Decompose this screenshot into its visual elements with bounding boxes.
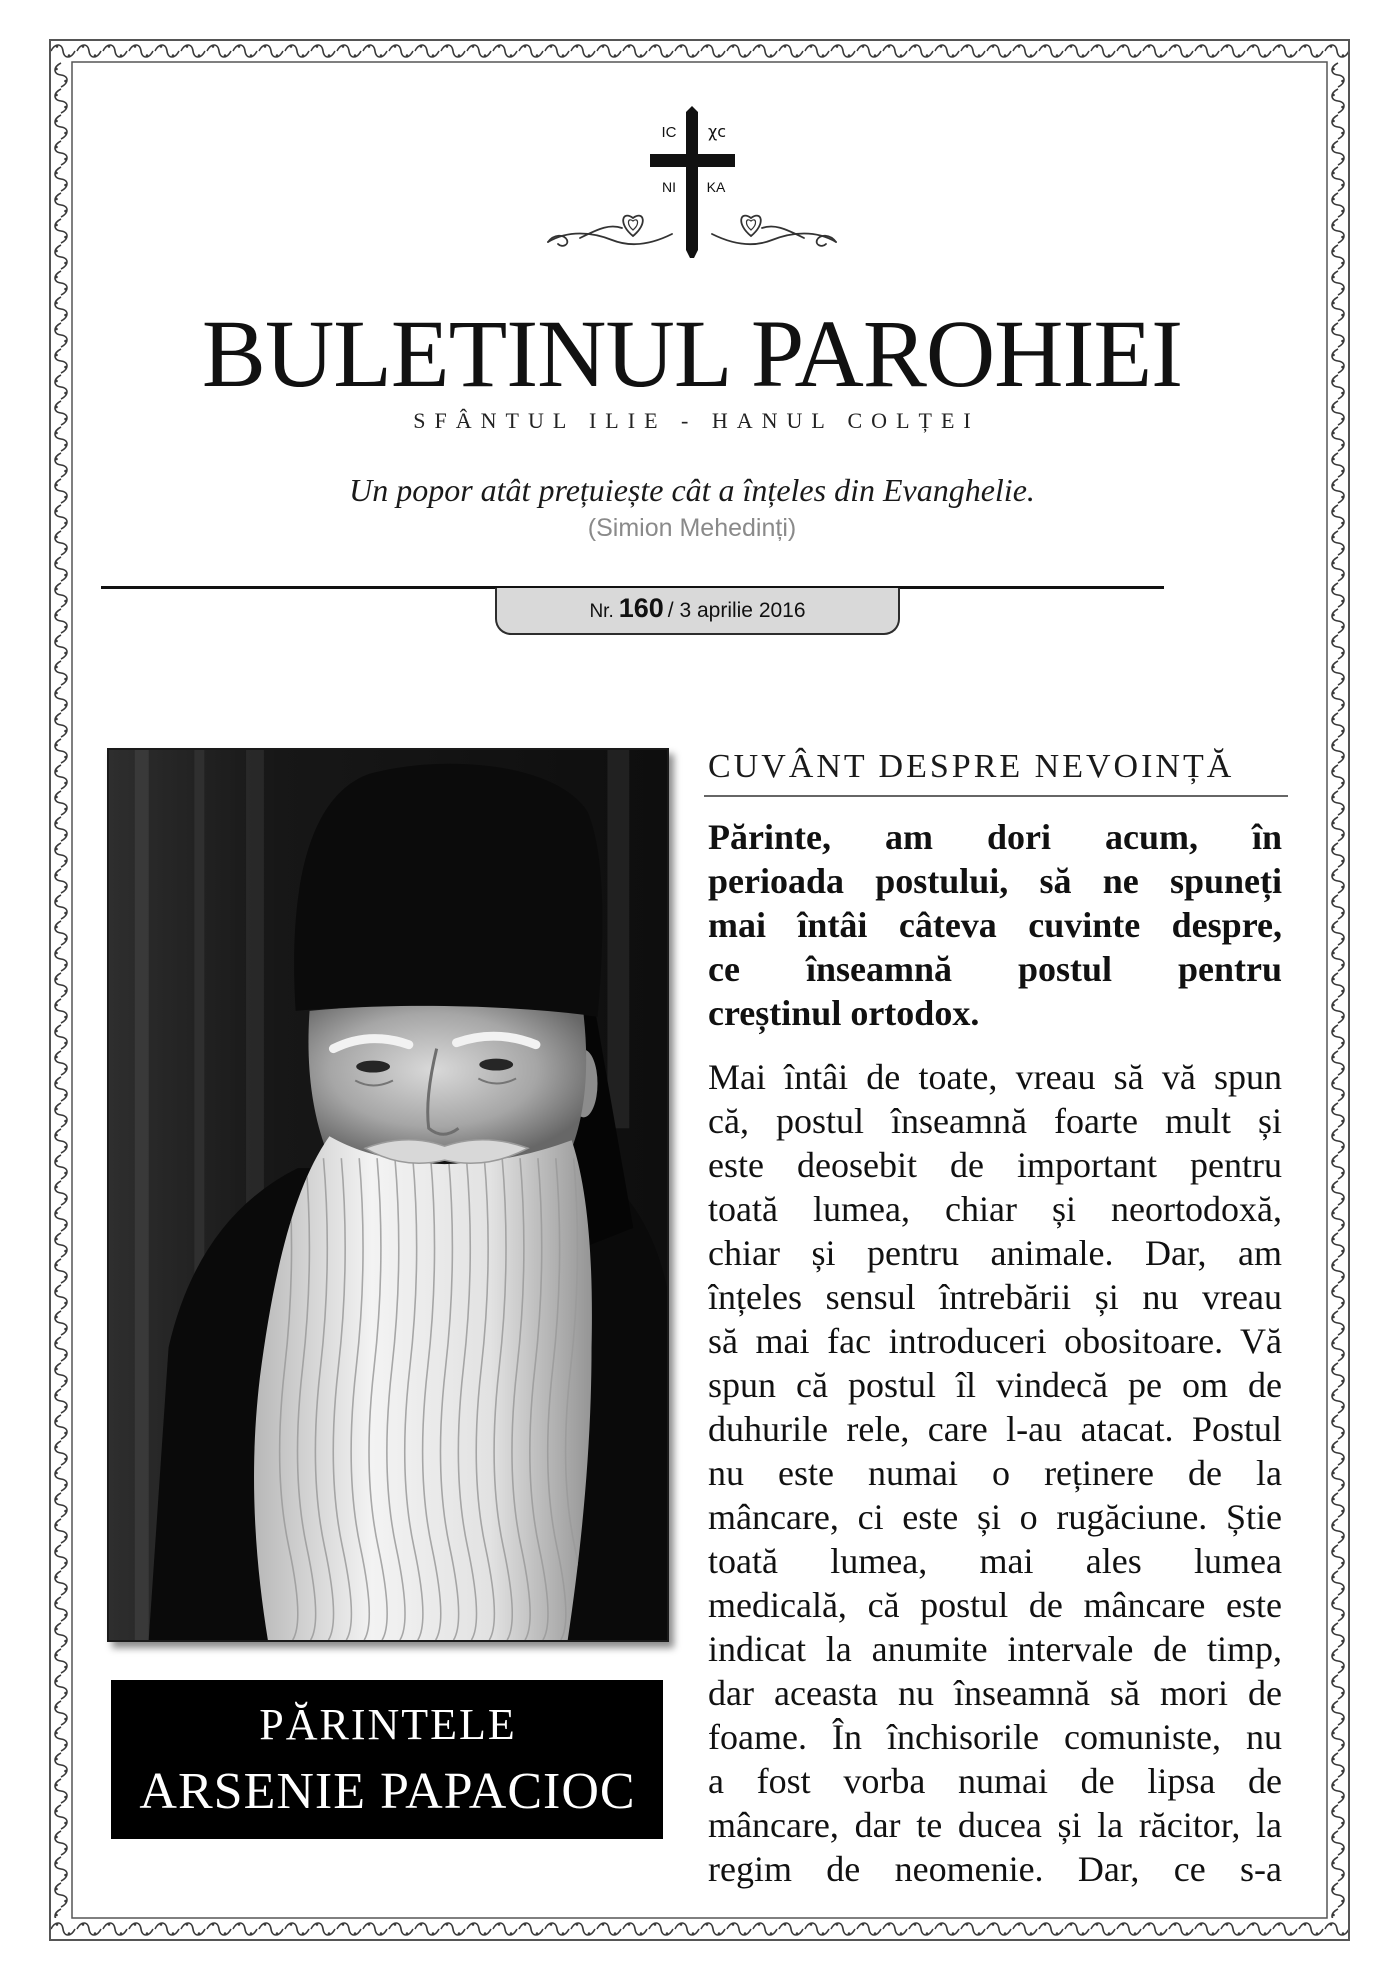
answer-line: că, postul înseamnă foarte mult și xyxy=(708,1101,1282,1141)
article-heading-underline xyxy=(704,795,1288,797)
caption-name: ARSENIE PAPACIOC xyxy=(139,1763,636,1820)
answer-line: regim de neomenie. Dar, ce s-a xyxy=(708,1849,1282,1889)
answer-line: foame. În închisorile comuniste, nu xyxy=(708,1717,1282,1757)
portrait-photo xyxy=(107,748,669,1642)
answer-line: medicală, că postul de mâncare este xyxy=(708,1585,1282,1625)
question-line: ce înseamnă postul pentru xyxy=(708,949,1282,989)
emblem-letters-ni: NI xyxy=(662,179,676,195)
answer-line: indicat la anumite intervale de timp, xyxy=(708,1629,1282,1669)
issue-badge xyxy=(495,588,900,635)
answer-line: duhurile rele, care l-au atacat. Postul xyxy=(708,1409,1282,1449)
left-heart-flourish-icon xyxy=(548,216,672,246)
issue-date: / 3 aprilie 2016 xyxy=(667,599,806,622)
answer-line: să mai fac introduceri obositoare. Vă xyxy=(708,1321,1282,1361)
answer-line: mâncare, ci este și o rugăciune. Știe xyxy=(708,1497,1282,1537)
cross-emblem-logo xyxy=(540,100,850,270)
question-line: creștinul ortodox. xyxy=(708,993,980,1033)
newsletter-title: BULETINUL PAROHIEI xyxy=(201,300,1183,407)
emblem-letters-xc: χc xyxy=(707,122,727,141)
answer-line: spun că postul îl vindecă pe om de xyxy=(708,1365,1282,1405)
motto-quote: Un popor atât prețuiește cât a înțeles din Evanghelie. xyxy=(349,472,1035,508)
right-heart-flourish-icon xyxy=(712,216,836,246)
portrait-caption xyxy=(111,1680,663,1839)
question-line: Părinte, am dori acum, în xyxy=(708,817,1282,857)
parish-subtitle: SFÂNTUL ILIE - HANUL COLȚEI xyxy=(413,408,980,433)
answer-line: înțeles sensul întrebării și nu vreau xyxy=(708,1277,1282,1317)
answer-line: este deosebit de important pentru xyxy=(708,1145,1282,1185)
issue-info xyxy=(589,593,805,628)
answer-line: dar aceasta nu înseamnă să mori de xyxy=(708,1673,1282,1713)
answer-line: chiar și pentru animale. Dar, am xyxy=(708,1233,1282,1273)
answer-line: a fost vorba numai de lipsa de xyxy=(708,1761,1282,1801)
answer-line: mâncare, dar te ducea și la răcitor, la xyxy=(708,1805,1282,1845)
question-line: perioada postului, să ne spuneți xyxy=(708,861,1282,901)
emblem-letters-ka: KA xyxy=(706,179,726,195)
interview-answer xyxy=(708,1055,1282,1891)
answer-line: nu este numai o reținere de la xyxy=(708,1453,1282,1493)
kamilavka-hat xyxy=(294,764,602,1017)
caption-title: PĂRINTELE xyxy=(259,1700,517,1749)
article-heading: CUVÂNT DESPRE NEVOINȚĂ xyxy=(708,748,1235,785)
emblem-letters-ic: IC xyxy=(661,124,677,141)
interview-question xyxy=(708,815,1282,1035)
issue-prefix: Nr. xyxy=(589,601,614,622)
answer-line: Mai întâi de toate, vreau să vă spun xyxy=(708,1057,1282,1097)
portrait-image xyxy=(109,750,667,1640)
motto-author: (Simion Mehedinți) xyxy=(587,514,797,542)
answer-line: toată lumea, chiar și neortodoxă, xyxy=(708,1189,1282,1229)
question-line: mai întâi câteva cuvinte despre, xyxy=(708,905,1282,945)
answer-line: toată lumea, mai ales lumea xyxy=(708,1541,1282,1581)
issue-number: 160 xyxy=(618,593,664,623)
